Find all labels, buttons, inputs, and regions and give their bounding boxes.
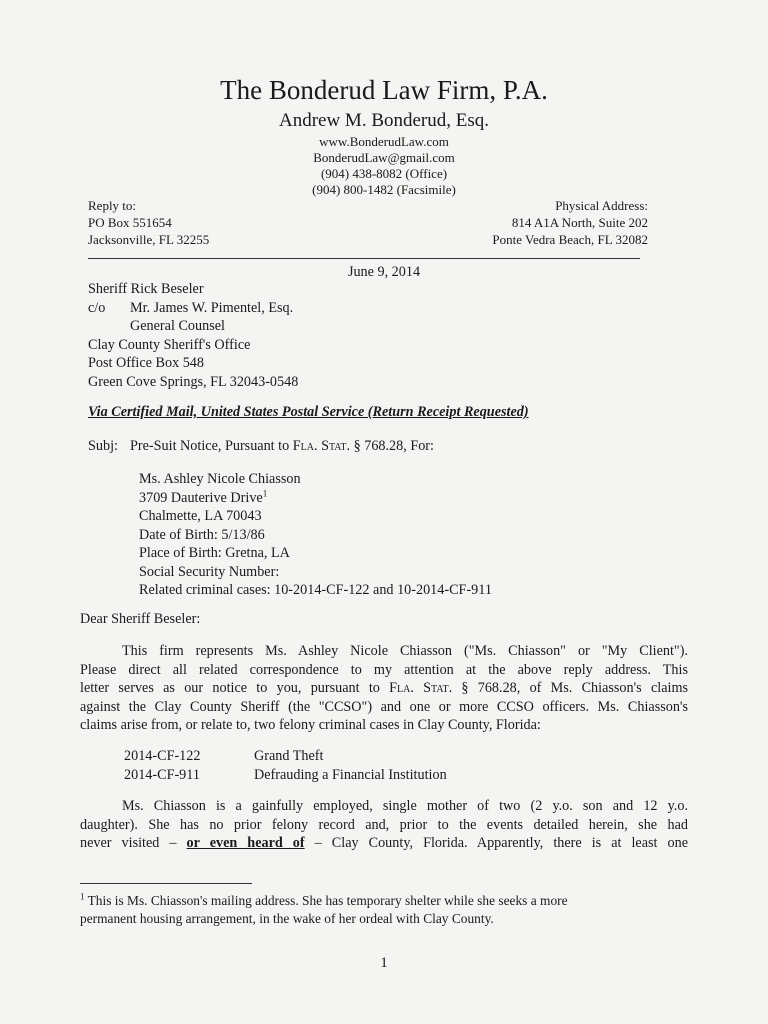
firm-fax: (904) 800-1482 (Facsimile) (312, 182, 456, 197)
recipient-city: Green Cove Springs, FL 32043-0548 (88, 373, 299, 390)
p1-line4: against the Clay County Sheriff (the "CCSO") and one or more CCSO officers. Ms. Chiasson's (80, 698, 688, 715)
reply-to-line2: Jacksonville, FL 32255 (88, 232, 210, 247)
client-city: Chalmette, LA 70043 (139, 508, 262, 524)
firm-email: BonderudLaw@gmail.com (313, 150, 455, 165)
footnote-mark: 1 (80, 891, 85, 902)
physical-label: Physical Address: (555, 198, 648, 213)
client-ssn: Social Security Number: (139, 563, 280, 580)
letter-date: June 9, 2014 (347, 264, 421, 280)
client-pob: Place of Birth: Gretna, LA (139, 545, 290, 561)
p2-line3b: – Clay County, Florida. Apparently, there is at least one (304, 835, 688, 851)
case-charge: Defrauding a Financial Institution (254, 766, 447, 783)
p2-line1: Ms. Chiasson is a gainfully employed, single mother of two (2 y.o. son and 12 y.o. (122, 798, 688, 814)
care-of-title: General Counsel (130, 318, 225, 334)
subject-text-before: Pre-Suit Notice, Pursuant to (130, 438, 293, 454)
p2-line3a: never visited – (80, 835, 187, 851)
p2-emphasis: or even heard of (186, 835, 305, 851)
page-number: 1 (380, 955, 388, 971)
footnote-1 (80, 892, 680, 928)
attorney-name: Andrew M. Bonderud, Esq. (278, 110, 490, 131)
p1-line3a: letter serves as our notice to you, pursuant to (80, 680, 390, 696)
delivery-method: Via Certified Mail, United States Postal Service (Return Receipt Requested) (88, 404, 529, 420)
p1-line3 (80, 679, 688, 698)
footnote-divider (80, 883, 252, 884)
recipient-box: Post Office Box 548 (88, 355, 204, 371)
recipient-name: Sheriff Rick Beseler (88, 281, 204, 297)
client-dob: Date of Birth: 5/13/86 (139, 526, 265, 543)
firm-website: www.BonderudLaw.com (319, 134, 449, 149)
case-row (124, 747, 447, 766)
physical-address-block (492, 197, 648, 248)
client-name: Ms. Ashley Nicole Chiasson (139, 471, 301, 487)
footnote-line2: permanent housing arrangement, in the wake of her ordeal with Clay County. (80, 911, 494, 926)
p2-line3 (80, 834, 688, 853)
cases-table (124, 747, 447, 784)
subject-text-after: § 768.28, For: (350, 438, 434, 454)
client-street: 3709 Dauterive Drive (139, 489, 263, 506)
p1-line2: Please direct all related correspondence to my attention at the above reply address. This (80, 661, 688, 678)
paragraph-1 (80, 642, 688, 735)
firm-name: The Bonderud Law Firm, P.A. (220, 75, 548, 105)
p1-line1: This firm represents Ms. Ashley Nicole Chiasson ("Ms. Chiasson" or "My Client"). (122, 643, 688, 659)
recipient-block (88, 280, 298, 391)
p1-line5: claims arise from, or relate to, two felony criminal cases in Clay County, Florida: (80, 717, 541, 733)
physical-line2: Ponte Vedra Beach, FL 32082 (492, 232, 648, 247)
footnote-text1: This is Ms. Chiasson's mailing address. She has temporary shelter while she seeks a more (84, 893, 568, 908)
subject-line (88, 437, 434, 456)
reply-to-line1: PO Box 551654 (88, 215, 172, 230)
letterhead-divider (88, 258, 640, 259)
firm-office-phone: (904) 438-8082 (Office) (320, 166, 448, 181)
case-number: 2014-CF-911 (124, 766, 200, 783)
reply-to-block (88, 197, 209, 248)
care-of-name: Mr. James W. Pimentel, Esq. (130, 299, 294, 316)
client-block (139, 470, 492, 600)
subject-statute: Fla. Stat. (292, 438, 351, 454)
physical-line1: 814 A1A North, Suite 202 (511, 215, 648, 230)
p1-line3b: § 768.28, of Ms. Chiasson's claims (452, 680, 688, 696)
case-row (124, 766, 447, 785)
recipient-care-of (88, 299, 298, 318)
paragraph-2 (80, 797, 688, 853)
recipient-office: Clay County Sheriff's Office (88, 336, 251, 353)
p2-line2: daughter). She has no prior felony record and, prior to the events detailed herein, she had (80, 816, 688, 833)
salutation: Dear Sheriff Beseler: (80, 611, 201, 627)
care-of-label: c/o (88, 299, 106, 316)
case-charge: Grand Theft (254, 748, 324, 764)
case-number: 2014-CF-122 (124, 748, 201, 764)
footnote-line1 (80, 892, 680, 910)
reply-to-label: Reply to: (88, 198, 137, 213)
footnote-ref-1: 1 (262, 487, 268, 498)
client-street-line (139, 489, 492, 508)
client-cases: Related criminal cases: 10-2014-CF-122 and 10-2014-CF-911 (139, 582, 492, 598)
p1-statute: Fla. Stat. (389, 680, 453, 696)
subject-label: Subj: (88, 438, 118, 454)
